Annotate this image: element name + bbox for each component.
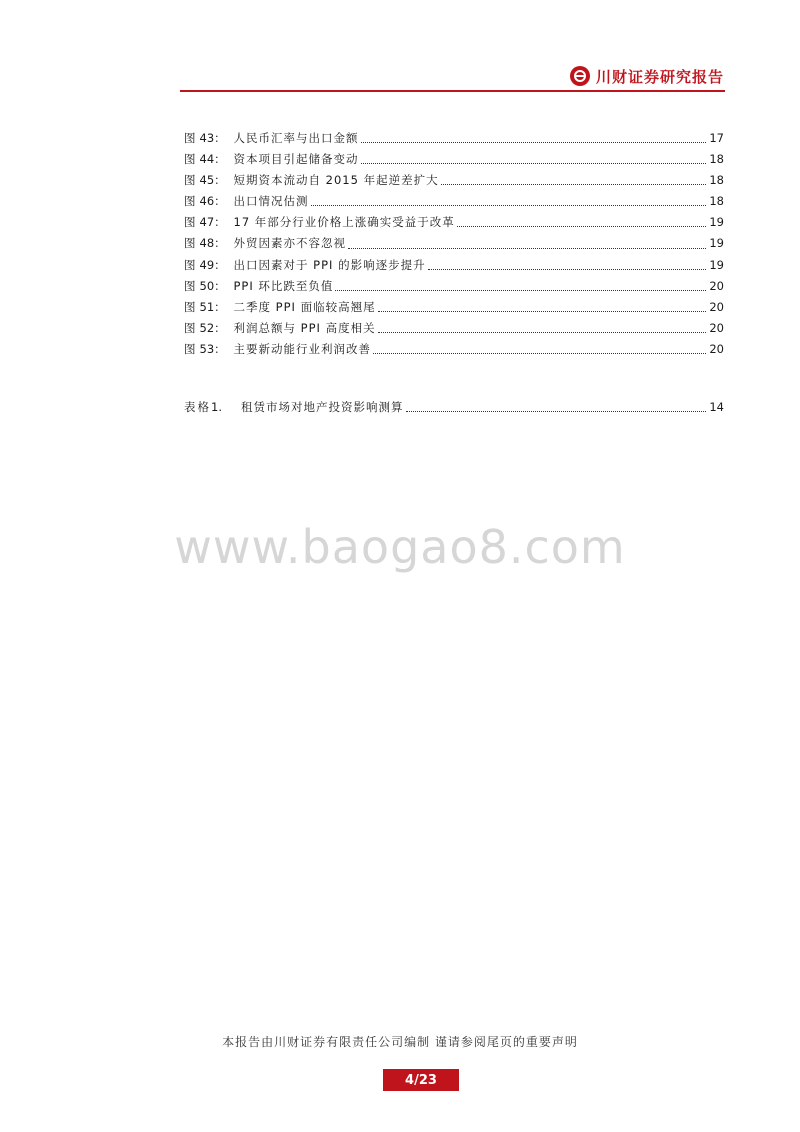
dot-leader	[361, 142, 707, 143]
dot-leader	[361, 163, 707, 164]
figure-entry-number: 49：	[199, 257, 226, 272]
figure-entry-label: 图	[184, 299, 200, 314]
figure-entry-number: 47：	[199, 215, 226, 230]
figure-entry-title: 出口因素对于 PPI 的影响逐步提升	[233, 257, 426, 272]
figure-entry-label: 图	[184, 173, 200, 188]
figure-entry-title: 出口情况估测	[233, 194, 309, 209]
figure-entry-label: 图	[184, 194, 200, 209]
figure-entry-label: 图	[184, 236, 200, 251]
figure-entry-number: 52：	[199, 320, 226, 335]
table-entry-page-number: 14	[709, 400, 724, 414]
table-entry[interactable]	[184, 397, 724, 418]
figure-entry[interactable]	[184, 297, 724, 318]
figure-entry-page-number: 20	[709, 299, 724, 314]
figure-entry-title: PPI 环比跌至负值	[233, 278, 334, 293]
dot-leader	[311, 205, 707, 206]
dot-leader	[378, 332, 706, 333]
figure-entry-page-number: 20	[709, 320, 724, 335]
figure-entry-page-number: 17	[709, 131, 724, 145]
figure-entry-title: 短期资本流动自 2015 年起逆差扩大	[233, 173, 439, 188]
figure-entry-page-number: 20	[709, 341, 724, 356]
figure-entry-label: 图	[184, 341, 200, 356]
figure-entry-number: 51：	[199, 299, 226, 314]
table-entry-number: 1.	[211, 400, 222, 414]
header-divider	[180, 90, 725, 92]
figure-entry-page-number: 18	[709, 173, 724, 188]
figure-entry[interactable]	[184, 128, 724, 149]
figure-entry-number: 50：	[199, 278, 226, 293]
figure-entry-label: 图	[184, 152, 200, 167]
header-brand	[570, 64, 724, 88]
figure-entry-page-number: 18	[709, 152, 724, 167]
figure-entry[interactable]	[184, 339, 724, 360]
figure-entry-title: 人民币汇率与出口金额	[233, 131, 359, 145]
figure-entry-label: 图	[184, 215, 200, 230]
figure-entry[interactable]	[184, 233, 724, 254]
chuancai-logo-icon	[570, 66, 590, 86]
dot-leader	[406, 411, 707, 412]
figure-list	[184, 128, 724, 360]
footer-disclaimer: 本报告由川财证券有限责任公司编制 谨请参阅尾页的重要声明	[222, 1035, 578, 1049]
dot-leader	[441, 184, 706, 185]
table-entry-title: 租赁市场对地产投资影响测算	[241, 400, 404, 414]
figure-entry-title: 利润总额与 PPI 高度相关	[233, 320, 376, 335]
figure-entry[interactable]	[184, 276, 724, 297]
figure-entry[interactable]	[184, 255, 724, 276]
dot-leader	[348, 248, 706, 249]
figure-entry-number: 48：	[199, 236, 226, 251]
dot-leader	[378, 311, 706, 312]
figure-entry-label: 图	[184, 131, 200, 145]
figure-entry-number: 45：	[199, 173, 226, 188]
figure-entry-page-number: 18	[709, 194, 724, 209]
figure-entry-page-number: 20	[709, 278, 724, 293]
figure-entry-label: 图	[184, 320, 200, 335]
dot-leader	[457, 226, 706, 227]
page-number-badge: 4/23	[383, 1069, 459, 1091]
brand-name: 川财证券研究报告	[595, 67, 724, 86]
figure-entry-title: 资本项目引起储备变动	[233, 152, 359, 167]
figure-entry-number: 44：	[199, 152, 226, 167]
figure-entry-number: 53：	[199, 341, 226, 356]
table-list	[184, 397, 724, 418]
figure-entry-number: 43：	[199, 131, 226, 145]
figure-entry-page-number: 19	[709, 236, 724, 251]
figure-entry[interactable]	[184, 149, 724, 170]
figure-entry-number: 46：	[199, 194, 226, 209]
figure-entry-title: 主要新动能行业利润改善	[233, 341, 371, 356]
dot-leader	[335, 290, 706, 291]
figure-entry-page-number: 19	[709, 215, 724, 230]
figure-entry-label: 图	[184, 257, 200, 272]
table-entry-label: 表格	[184, 400, 211, 414]
watermark: www.baogao8.com	[174, 520, 626, 574]
figure-entry-title: 17 年部分行业价格上涨确实受益于改革	[233, 215, 455, 230]
figure-entry[interactable]	[184, 212, 724, 233]
figure-entry-label: 图	[184, 278, 200, 293]
figure-entry-title: 二季度 PPI 面临较高翘尾	[233, 299, 376, 314]
figure-entry[interactable]	[184, 318, 724, 339]
figure-entry-title: 外贸因素亦不容忽视	[233, 236, 346, 251]
figure-entry[interactable]	[184, 191, 724, 212]
dot-leader	[428, 269, 706, 270]
figure-entry-page-number: 19	[709, 257, 724, 272]
dot-leader	[373, 353, 706, 354]
figure-entry[interactable]	[184, 170, 724, 191]
